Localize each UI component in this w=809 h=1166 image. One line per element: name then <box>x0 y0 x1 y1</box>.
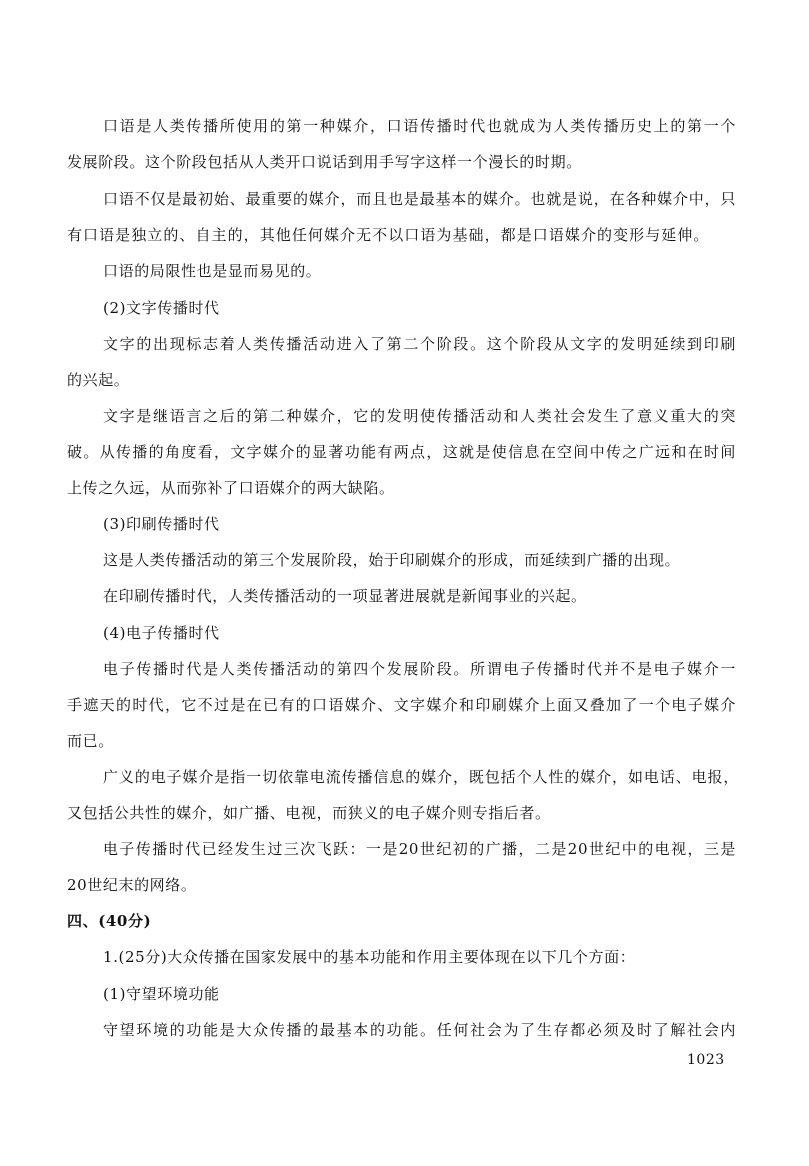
body-line: 文字是继语言之后的第二种媒介，它的发明使传播活动和人类社会发生了意义重大的突 <box>103 407 736 425</box>
section-heading: (3)印刷传播时代 <box>103 515 220 533</box>
question-line: 1.(25分)大众传播在国家发展中的基本功能和作用主要体现在以下几个方面： <box>103 948 636 966</box>
page-number: 1023 <box>687 1052 725 1068</box>
body-line: 电子传播时代是人类传播活动的第四个发展阶段。所谓电子传播时代并不是电子媒介一 <box>103 660 736 678</box>
body-line: 在印刷传播时代，人类传播活动的一项显著进展就是新闻事业的兴起。 <box>103 587 587 605</box>
body-line: 上传之久远，从而弥补了口语媒介的两大缺陷。 <box>67 479 395 497</box>
body-line: 破。从传播的角度看，文字媒介的显著功能有两点，这就是使信息在空间中传之广远和在时间 <box>67 443 736 461</box>
body-line: 发展阶段。这个阶段包括从人类开口说话到用手写字这样一个漫长的时期。 <box>67 153 582 171</box>
body-line: 广义的电子媒介是指一切依靠电流传播信息的媒介，既包括个人性的媒介，如电话、电报， <box>103 768 739 786</box>
body-line: 手遮天的时代，它不过是在已有的口语媒介、文字媒介和印刷媒介上面又叠加了一个电子媒介 <box>67 696 736 714</box>
body-line: 口语不仅是最初始、最重要的媒介，而且也是最基本的媒介。也就是说，在各种媒介中，只 <box>103 190 736 208</box>
body-line: 而已。 <box>67 732 114 750</box>
body-line: 口语的局限性也是显而易见的。 <box>103 262 322 280</box>
body-line: 20世纪末的网络。 <box>67 876 197 894</box>
body-line: 的兴起。 <box>67 371 130 389</box>
section-heading: (1)守望环境功能 <box>103 985 220 1003</box>
body-line: 有口语是独立的、自主的，其他任何媒介无不以口语为基础，都是口语媒介的变形与延伸。 <box>67 226 709 244</box>
body-line: 又包括公共性的媒介，如广播、电视，而狭义的电子媒介则专指后者。 <box>67 804 551 822</box>
section-heading: (4)电子传播时代 <box>103 624 220 642</box>
body-line: 口语是人类传播所使用的第一种媒介，口语传播时代也就成为人类传播历史上的第一个 <box>103 117 736 135</box>
part-heading: 四、(40分) <box>67 912 152 930</box>
body-line: 守望环境的功能是大众传播的最基本的功能。任何社会为了生存都必须及时了解社会内 <box>103 1021 736 1039</box>
body-line: 电子传播时代已经发生过三次飞跃：一是20世纪初的广播，二是20世纪中的电视，三是 <box>103 840 736 858</box>
body-line: 文字的出现标志着人类传播活动进入了第二个阶段。这个阶段从文字的发明延续到印刷 <box>103 335 736 353</box>
section-heading: (2)文字传播时代 <box>103 299 220 317</box>
body-line: 这是人类传播活动的第三个发展阶段，始于印刷媒介的形成，而延续到广播的出现。 <box>103 551 681 569</box>
